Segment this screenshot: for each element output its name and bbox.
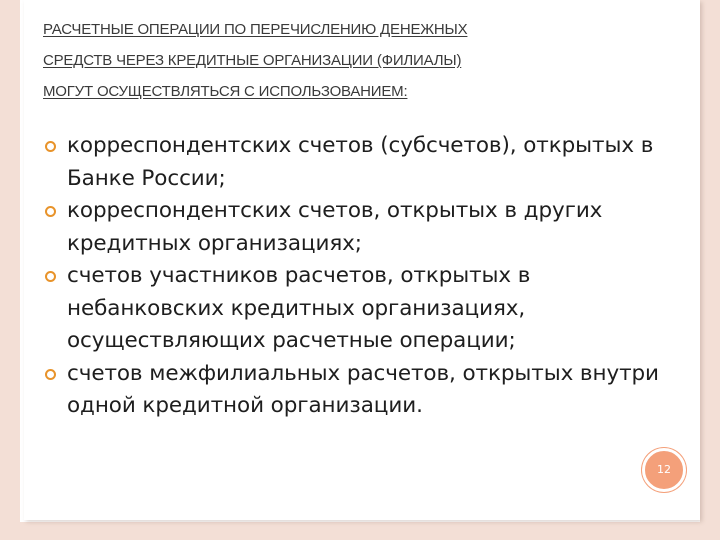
page-number-badge: 12 [642, 448, 686, 492]
bullet-text: счетов межфилиальных расчетов, открытых внутри одной кредитной организации. [67, 360, 659, 418]
slide-frame-right [700, 0, 720, 540]
list-item [43, 195, 663, 260]
bullet-circle-icon [45, 206, 56, 217]
slide-title [43, 14, 643, 107]
bullet-text: счетов участников расчетов, открытых в небанковских кредитных организациях, осуществляющих расчетные операции; [67, 263, 531, 353]
slide-frame-bottom [0, 522, 720, 540]
bullet-circle-icon [45, 369, 56, 380]
slide-frame-left [0, 0, 20, 540]
bullet-text: корреспондентских счетов (субсчетов), открытых в Банке России; [67, 133, 654, 191]
title-line: МОГУТ ОСУЩЕСТВЛЯТЬСЯ С ИСПОЛЬЗОВАНИЕМ: [43, 83, 408, 100]
bullet-text: корреспондентских счетов, открытых в других кредитных организациях; [67, 198, 603, 256]
title-line: РАСЧЕТНЫЕ ОПЕРАЦИИ ПО ПЕРЕЧИСЛЕНИЮ ДЕНЕЖНЫХ [43, 21, 468, 38]
list-item [43, 358, 663, 423]
list-item [43, 130, 663, 195]
bullet-list [43, 130, 663, 423]
list-item [43, 260, 663, 358]
bullet-circle-icon [45, 271, 56, 282]
title-line: СРЕДСТВ ЧЕРЕЗ КРЕДИТНЫЕ ОРГАНИЗАЦИИ (ФИЛИАЛЫ) [43, 52, 462, 69]
bullet-circle-icon [45, 141, 56, 152]
